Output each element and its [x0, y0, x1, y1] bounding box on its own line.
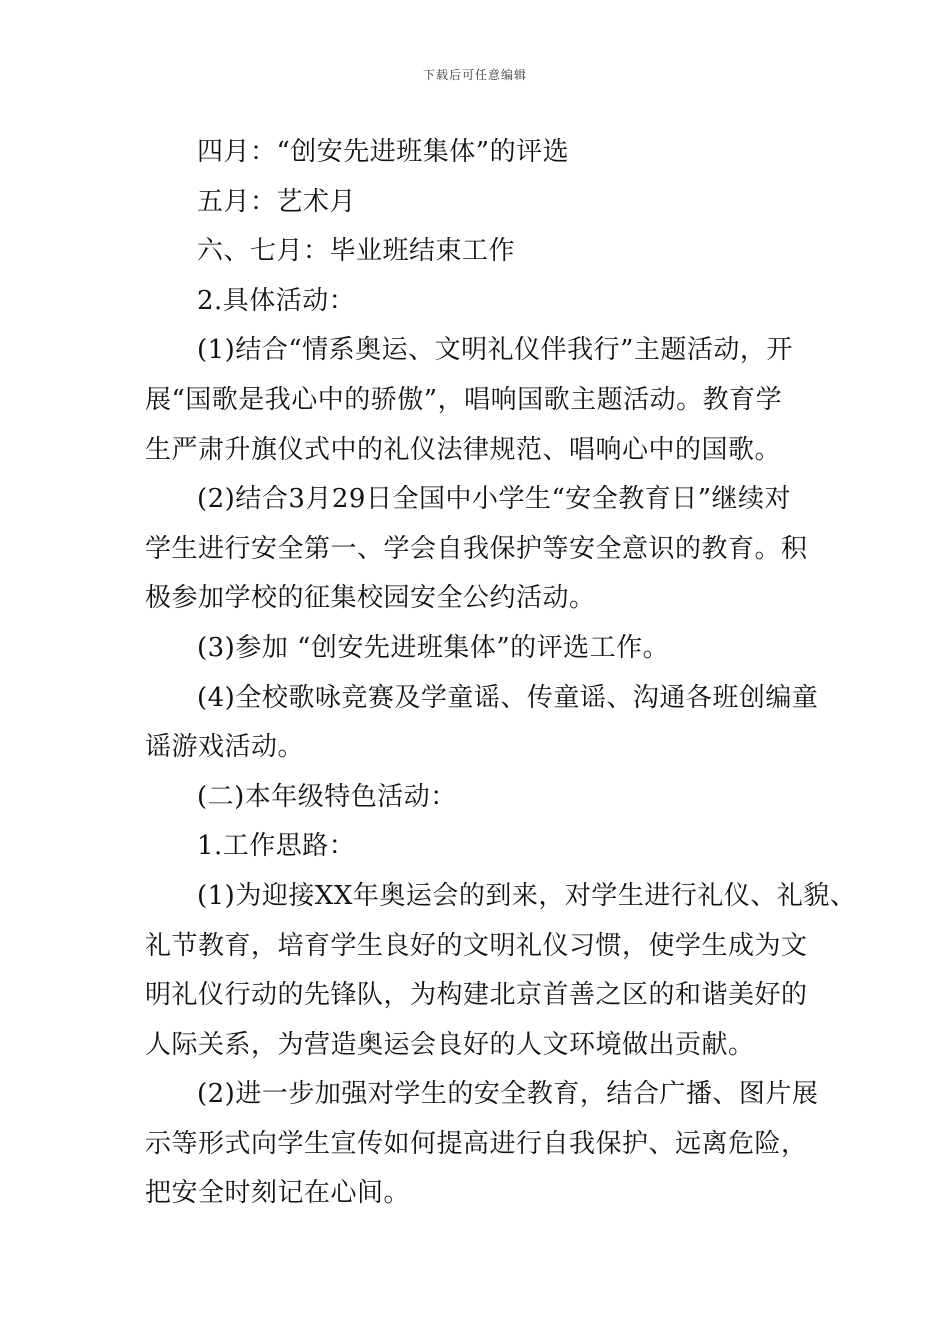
document-body [145, 128, 857, 1219]
paragraph-line: 人际关系，为营造奥运会良好的人文环境做出贡献。 [145, 1029, 755, 1060]
paragraph-line: (2)结合3月29日全国中小学生“安全教育日”继续对 [197, 484, 792, 515]
paragraph-line: 五月：艺术月 [197, 186, 357, 217]
paragraph-line: 极参加学校的征集校园安全公约活动。 [145, 583, 596, 614]
paragraph-line: 生严肃升旗仪式中的礼仪法律规范、唱响心中的国歌。 [145, 434, 782, 465]
paragraph-line: (1)为迎接XX年奥运会的到来，对学生进行礼仪、礼貌、 [197, 880, 857, 911]
paragraph-line: 四月：“创安先进班集体”的评选 [197, 137, 570, 167]
section-heading: (二)本年级特色活动： [197, 781, 457, 812]
section-heading: 1.工作思路： [197, 831, 356, 862]
paragraph-line: 示等形式向学生宣传如何提高进行自我保护、远离危险， [145, 1128, 808, 1159]
paragraph-line: (4)全校歌咏竞赛及学童谣、传童谣、沟通各班创编童 [197, 682, 819, 713]
paragraph-line: 学生进行安全第一、学会自我保护等安全意识的教育。积 [145, 533, 808, 564]
paragraph-line: 六、七月：毕业班结束工作 [197, 236, 516, 267]
section-heading: 2.具体活动： [197, 285, 356, 316]
paragraph-line: 礼节教育，培育学生良好的文明礼仪习惯，使学生成为文 [145, 930, 808, 961]
paragraph-line: 明礼仪行动的先锋队，为构建北京首善之区的和谐美好的 [145, 980, 808, 1011]
paragraph-line: 展“国歌是我心中的骄傲”，唱响国歌主题活动。教育学 [145, 384, 783, 415]
header-note: 下载后可任意编辑 [422, 68, 527, 82]
paragraph-line: (3)参加 “创安先进班集体”的评选工作。 [197, 632, 670, 663]
paragraph-line: (1)结合“情系奥运、文明礼仪伴我行”主题活动，开 [197, 335, 793, 366]
paragraph-line: 把安全时刻记在心间。 [145, 1178, 411, 1209]
paragraph-line: (2)进一步加强对学生的安全教育，结合广播、图片展 [197, 1079, 819, 1110]
paragraph-line: 谣游戏活动。 [145, 732, 305, 763]
